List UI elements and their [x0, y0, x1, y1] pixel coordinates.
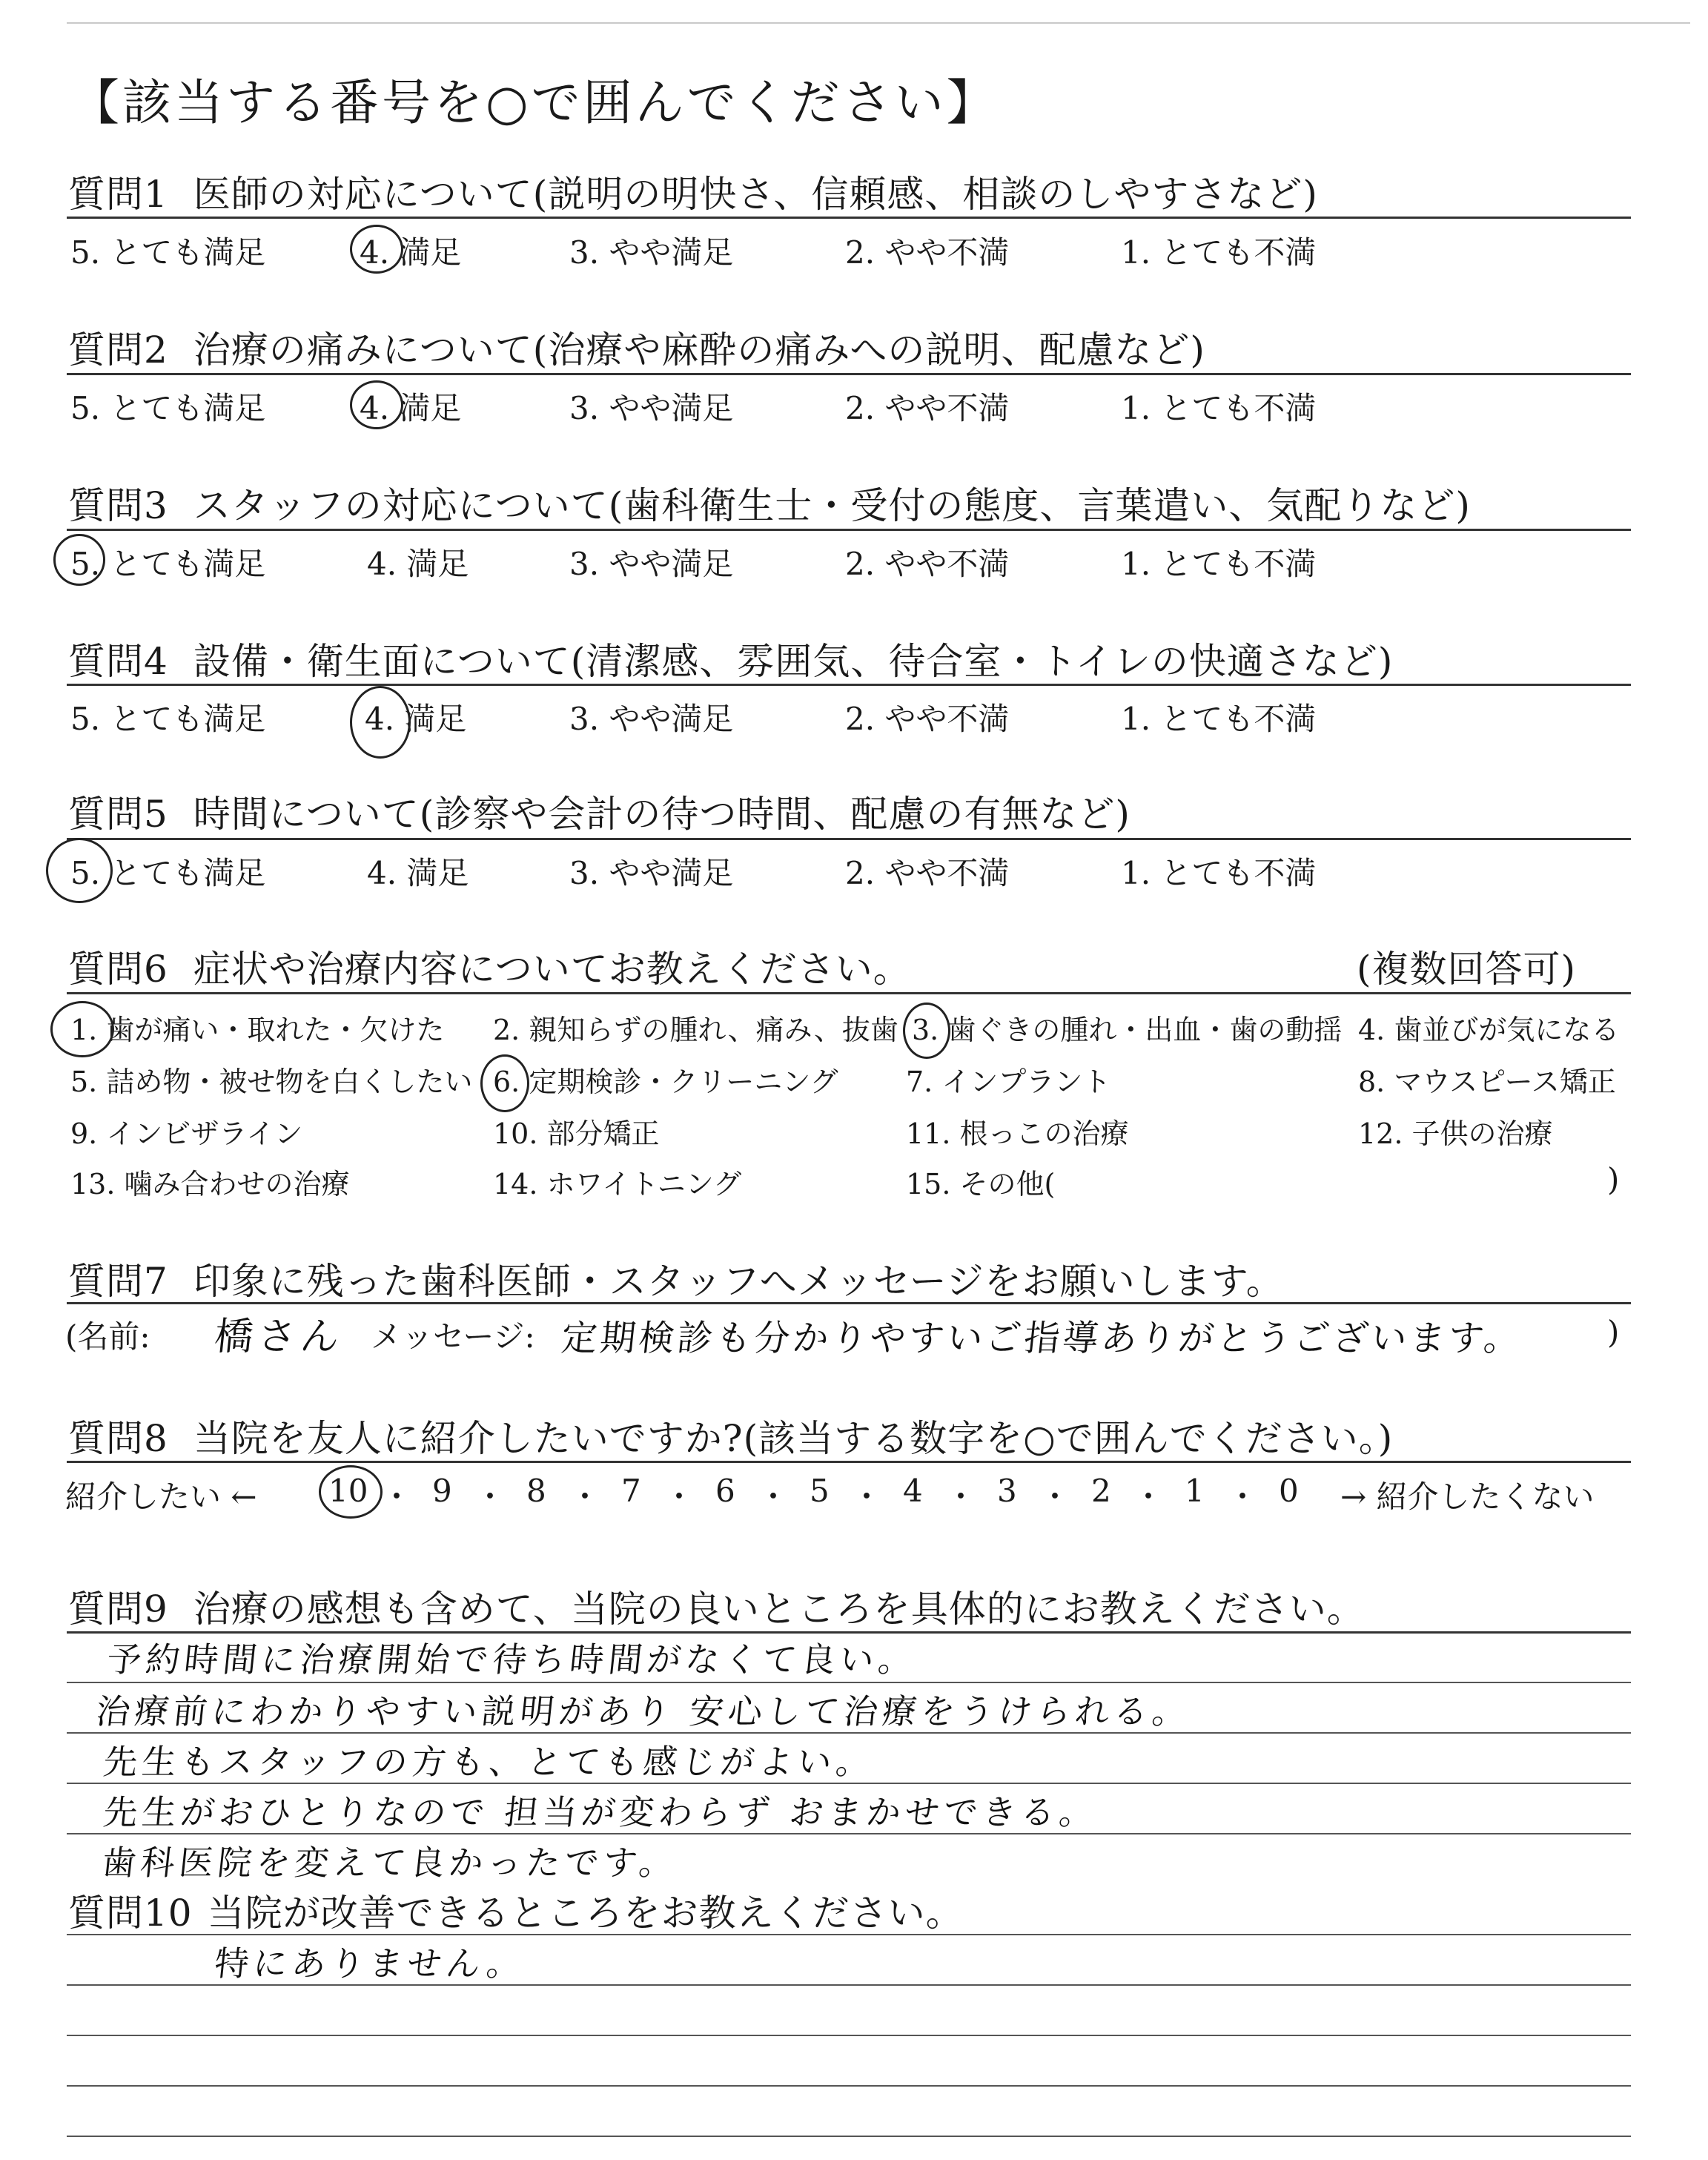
q6-item-13[interactable]: 13. 噛み合わせの治療 [70, 1168, 350, 1200]
question-number: 質問5 [68, 793, 168, 836]
q2-option-2[interactable]: 2. やや不満 [845, 390, 1010, 426]
message-label: メッセージ: [371, 1318, 535, 1355]
question-6-title [68, 939, 911, 993]
question-text: 医師の対応について(説明の明快さ、信頼感、相談のしやすさなど) [193, 173, 1318, 216]
answer-line-q10: 特にありません。 [212, 1943, 528, 1984]
scale-7[interactable]: 7 [621, 1473, 641, 1509]
scale-separator: ・ [1227, 1479, 1259, 1515]
scale-separator: ・ [945, 1479, 977, 1515]
answer-rule [67, 2085, 1631, 2087]
q1-option-2[interactable]: 2. やや不満 [845, 234, 1010, 271]
q4-option-3[interactable]: 3. やや満足 [569, 701, 734, 737]
q6-item-3[interactable]: 3. 歯ぐきの腫れ・出血・歯の動揺 [912, 1014, 1343, 1046]
scale-9[interactable]: 9 [432, 1473, 452, 1509]
question-8-rule [67, 1461, 1631, 1463]
answer-rule [67, 2136, 1631, 2137]
question-number: 質問8 [68, 1417, 168, 1460]
scale-separator: ・ [663, 1479, 695, 1515]
multiple-answer-note: (複数回答可) [1357, 948, 1577, 991]
q5-option-2[interactable]: 2. やや不満 [845, 855, 1010, 891]
question-5-title [68, 785, 1131, 838]
q6-item-5[interactable]: 5. 詰め物・被せ物を白くしたい [70, 1066, 473, 1098]
q6-item-8[interactable]: 8. マウスピース矯正 [1358, 1066, 1616, 1098]
question-10-title [68, 1883, 964, 1937]
question-4-title [68, 632, 1393, 685]
question-number: 質問6 [68, 948, 168, 991]
question-text: 印象に残った歯科医師・スタッフへメッセージをお願いします。 [193, 1260, 1284, 1303]
answer-rule [67, 1732, 1631, 1734]
top-border [67, 22, 1690, 24]
question-number: 質問9 [68, 1588, 168, 1631]
q6-item-10[interactable]: 10. 部分矯正 [493, 1117, 660, 1150]
answer-line-5: 歯科医院を変えて良かったです。 [99, 1843, 680, 1883]
scale-4[interactable]: 4 [903, 1473, 923, 1509]
q2-option-1[interactable]: 1. とても不満 [1121, 390, 1317, 426]
question-text: 当院を友人に紹介したいですか?(該当する数字を○で囲んでください。) [193, 1417, 1394, 1460]
answer-line-4: 先生がおひとりなので 担当が変わらず おまかせできる。 [101, 1792, 1100, 1832]
question-2-title [68, 320, 1205, 374]
question-3-title [68, 476, 1471, 529]
q6-other-close-paren: ) [1607, 1161, 1620, 1198]
answer-rule [67, 1934, 1631, 1935]
question-text: 当院が改善できるところをお教えください。 [207, 1892, 964, 1935]
question-3-rule [67, 529, 1631, 531]
scale-right-label: → 紹介したくない [1340, 1479, 1595, 1515]
scale-5[interactable]: 5 [810, 1473, 830, 1509]
question-text: 設備・衛生面について(清潔感、雰囲気、待合室・トイレの快適さなど) [193, 640, 1394, 683]
q5-option-3[interactable]: 3. やや満足 [569, 855, 734, 891]
q6-item-12[interactable]: 12. 子供の治療 [1358, 1117, 1553, 1150]
scale-separator: ・ [381, 1479, 413, 1515]
q3-option-2[interactable]: 2. やや不満 [845, 546, 1010, 582]
scale-10[interactable]: 10 [328, 1473, 368, 1509]
question-text: スタッフの対応について(歯科衛生士・受付の態度、言葉遣い、気配りなど) [193, 484, 1471, 527]
scale-6[interactable]: 6 [715, 1473, 735, 1509]
q6-item-4[interactable]: 4. 歯並びが気になる [1358, 1014, 1620, 1046]
scale-2[interactable]: 2 [1091, 1473, 1111, 1509]
q4-option-4[interactable]: 4. 満足 [365, 701, 467, 737]
question-5-rule [67, 838, 1631, 840]
q5-option-4[interactable]: 4. 満足 [367, 855, 469, 891]
scale-1[interactable]: 1 [1185, 1473, 1205, 1509]
question-text: 時間について(診察や会計の待つ時間、配慮の有無など) [193, 793, 1131, 836]
q2-option-5[interactable]: 5. とても満足 [70, 390, 266, 426]
scale-separator: ・ [758, 1479, 790, 1515]
question-number: 質問2 [68, 328, 168, 371]
scale-separator: ・ [569, 1479, 601, 1515]
question-7-title [68, 1252, 1284, 1305]
answer-rule [67, 1984, 1631, 1986]
scale-left-label: 紹介したい ← [65, 1479, 257, 1515]
q2-option-4[interactable]: 4. 満足 [360, 390, 462, 426]
question-text: 治療の痛みについて(治療や麻酔の痛みへの説明、配慮など) [193, 328, 1205, 371]
question-9-title [68, 1579, 1365, 1633]
question-1-title [68, 165, 1318, 218]
question-8-title [68, 1409, 1393, 1462]
q6-item-9[interactable]: 9. インビザライン [70, 1117, 303, 1150]
q6-item-2[interactable]: 2. 親知らずの腫れ、痛み、抜歯 [493, 1014, 898, 1046]
q6-item-7[interactable]: 7. インプラント [906, 1066, 1111, 1098]
scale-separator: ・ [1039, 1479, 1071, 1515]
question-number: 質問10 [68, 1892, 193, 1935]
q1-option-5[interactable]: 5. とても満足 [70, 234, 266, 271]
scale-separator: ・ [474, 1479, 506, 1515]
q4-option-2[interactable]: 2. やや不満 [845, 701, 1010, 737]
scale-separator: ・ [1133, 1479, 1165, 1515]
q6-item-1[interactable]: 1. 歯が痛い・取れた・欠けた [70, 1014, 445, 1046]
scale-8[interactable]: 8 [526, 1473, 546, 1509]
question-7-rule [67, 1302, 1631, 1304]
q6-item-14[interactable]: 14. ホワイトニング [493, 1168, 742, 1200]
name-handwritten: 橋さん [212, 1315, 346, 1359]
question-number: 質問7 [68, 1260, 168, 1303]
q2-option-3[interactable]: 3. やや満足 [569, 390, 734, 426]
q6-item-6[interactable]: 6. 定期検診・クリーニング [493, 1066, 838, 1098]
question-number: 質問3 [68, 484, 168, 527]
scale-0[interactable]: 0 [1279, 1473, 1299, 1509]
answer-line-2: 治療前にわかりやすい説明があり 安心して治療をうけられる。 [93, 1691, 1194, 1731]
q3-option-5[interactable]: 5. とても満足 [70, 546, 266, 582]
survey-heading: 【該当する番号を○で囲んでください】 [70, 74, 999, 131]
q4-option-5[interactable]: 5. とても満足 [70, 701, 266, 737]
question-text: 治療の感想も含めて、当院の良いところを具体的にお教えください。 [193, 1588, 1365, 1631]
name-label: (名前: [65, 1318, 150, 1355]
question-4-rule [67, 684, 1631, 686]
answer-rule [67, 2035, 1631, 2036]
q1-option-1[interactable]: 1. とても不満 [1121, 234, 1317, 271]
q3-option-3[interactable]: 3. やや満足 [569, 546, 734, 582]
message-close-paren: ) [1607, 1314, 1620, 1350]
q6-item-15[interactable]: 15. その他( [906, 1168, 1056, 1200]
q1-option-3[interactable]: 3. やや満足 [569, 234, 734, 271]
q5-option-1[interactable]: 1. とても不満 [1121, 855, 1317, 891]
question-number: 質問4 [68, 640, 168, 683]
q3-option-1[interactable]: 1. とても不満 [1121, 546, 1317, 582]
question-text: 症状や治療内容についてお教えください。 [193, 948, 911, 991]
q4-option-1[interactable]: 1. とても不満 [1121, 701, 1317, 737]
q5-option-5[interactable]: 5. とても満足 [70, 855, 266, 891]
answer-rule [67, 1682, 1631, 1683]
question-1-rule [67, 217, 1631, 219]
answer-line-3: 先生もスタッフの方も、とても感じがよい。 [101, 1742, 877, 1782]
answer-line-1: 予約時間に治療開始で待ち時間がなくて良い。 [105, 1639, 919, 1680]
q1-option-4[interactable]: 4. 満足 [360, 234, 462, 271]
q3-option-4[interactable]: 4. 満足 [367, 546, 469, 582]
scale-3[interactable]: 3 [997, 1473, 1017, 1509]
question-number: 質問1 [68, 173, 168, 216]
question-6-rule [67, 992, 1631, 994]
scale-separator: ・ [851, 1479, 883, 1515]
answer-rule [67, 1783, 1631, 1784]
message-handwritten: 定期検診も分かりやすいご指導ありがとうございます。 [559, 1318, 1525, 1359]
question-2-rule [67, 373, 1631, 375]
q6-item-11[interactable]: 11. 根っこの治療 [906, 1117, 1129, 1150]
answer-rule [67, 1833, 1631, 1834]
